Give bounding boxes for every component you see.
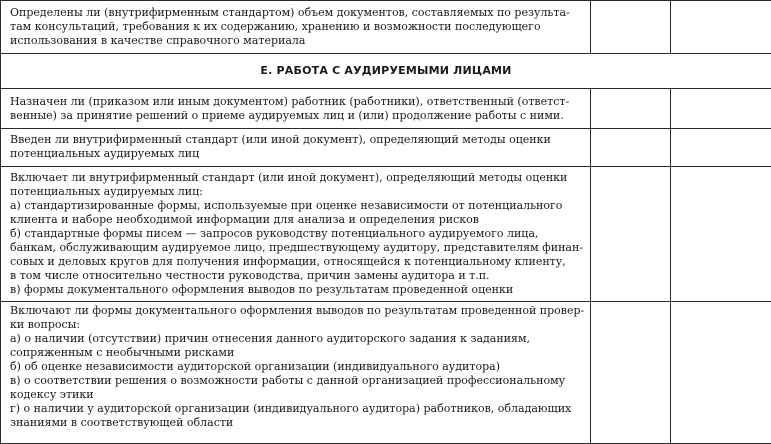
question-line: знаниями в соответствующей области	[10, 416, 584, 430]
section-header-row	[1, 54, 771, 89]
question-cell	[1, 129, 591, 167]
question-line: кодексу этики	[10, 388, 584, 402]
question-line: венные) за принятие решений о приеме аудируемых лиц и (или) продолжение работы с ними.	[10, 109, 584, 123]
answer-cell	[671, 167, 771, 302]
question-line: Включает ли внутрифирменный стандарт (или иной документ), определяющий методы оценки	[10, 171, 584, 185]
question-cell	[1, 302, 591, 444]
question-line: г) о наличии у аудиторской организации (индивидуального аудитора) работников, обладающих	[10, 402, 584, 416]
question-line: б) об оценке независимости аудиторской организации (индивидуального аудитора)	[10, 360, 584, 374]
answer-cell	[591, 302, 671, 444]
section-title: Е. РАБОТА С АУДИРУЕМЫМИ ЛИЦАМИ	[1, 54, 771, 89]
question-cell	[1, 1, 591, 54]
answer-cell	[591, 129, 671, 167]
question-line: совых и деловых кругов для получения информации, относящейся к потенциальному клиенту,	[10, 255, 584, 269]
question-line: Определены ли (внутрифирменным стандартом) объем документов, составляемых по результа-	[10, 6, 584, 20]
answer-cell	[591, 89, 671, 129]
question-line: а) стандартизированные формы, используемые при оценке независимости от потенциального	[10, 199, 584, 213]
table-row	[1, 89, 771, 129]
question-line: в) о соответствии решения о возможности работы с данной организацией профессиональному	[10, 374, 584, 388]
answer-cell	[671, 1, 771, 54]
question-line: потенциальных аудируемых лиц	[10, 147, 584, 161]
table-row	[1, 1, 771, 54]
question-cell	[1, 89, 591, 129]
table-row	[1, 302, 771, 444]
table-row	[1, 167, 771, 302]
question-line: клиента и наборе необходимой информации для анализа и определения рисков	[10, 213, 584, 227]
question-line: использования в качестве справочного материала	[10, 34, 584, 48]
question-line: Введен ли внутрифирменный стандарт (или иной документ), определяющий методы оценки	[10, 133, 584, 147]
question-line: сопряженным с необычными рисками	[10, 346, 584, 360]
answer-cell	[671, 129, 771, 167]
answer-cell	[671, 89, 771, 129]
question-line: банкам, обслуживающим аудируемое лицо, предшествующему аудитору, представителям финан-	[10, 241, 584, 255]
question-cell	[1, 167, 591, 302]
question-line: Включают ли формы документального оформления выводов по результатам проведенной провер-	[10, 304, 584, 318]
question-line: Назначен ли (приказом или иным документом) работник (работники), ответственный (ответст-	[10, 95, 584, 109]
question-line: ки вопросы:	[10, 318, 584, 332]
question-line: а) о наличии (отсутствии) причин отнесения данного аудиторского задания к заданиям,	[10, 332, 584, 346]
question-line: там консультаций, требования к их содержанию, хранению и возможности последующего	[10, 20, 584, 34]
question-line: в) формы документального оформления выводов по результатам проведенной оценки	[10, 283, 584, 297]
answer-cell	[591, 167, 671, 302]
question-line: в том числе относительно честности руководства, причин замены аудитора и т.п.	[10, 269, 584, 283]
table-row	[1, 129, 771, 167]
question-line: б) стандартные формы писем — запросов руководству потенциального аудируемого лица,	[10, 227, 584, 241]
answer-cell	[671, 302, 771, 444]
answer-cell	[591, 1, 671, 54]
question-line: потенциальных аудируемых лиц:	[10, 185, 584, 199]
